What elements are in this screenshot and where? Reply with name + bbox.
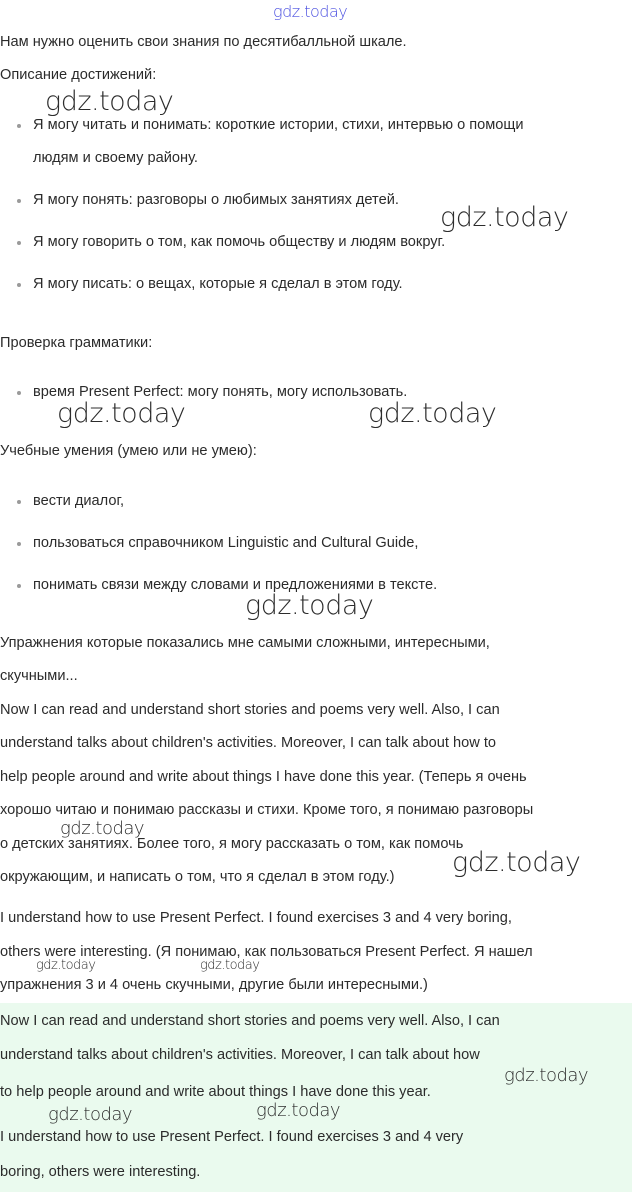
watermark: gdz.today — [200, 958, 260, 973]
answer1-line: help people around and write about things I have done this year. (Теперь я очень — [0, 769, 527, 785]
answer2-line: упражнения 3 и 4 очень скучными, другие были интересными.) — [0, 977, 428, 993]
achievements-list-cont — [0, 268, 630, 302]
final-answer-line: to help people around and write about things I have done this year. — [0, 1084, 431, 1100]
list-item: время Present Perfect: могу понять, могу использовать. — [0, 376, 630, 410]
final-answer-line: boring, others were interesting. — [0, 1164, 201, 1180]
exercises-line: скучными... — [0, 668, 78, 684]
watermark: gdz.today — [368, 398, 497, 429]
watermark: gdz.today — [256, 1100, 341, 1121]
answer1-line: understand talks about children's activities. Moreover, I can talk about how to — [0, 735, 497, 751]
list-item: Я могу говорить о том, как помочь обществу и людям вокруг. — [0, 226, 630, 260]
answer2-line: others were interesting. (Я понимаю, как пользоваться Present Perfect. Я нашел — [0, 944, 533, 960]
watermark: gdz.today — [36, 958, 96, 973]
watermark: gdz.today — [452, 847, 581, 878]
watermark: gdz.today — [48, 1104, 133, 1125]
achievements-heading: Описание достижений: — [0, 67, 157, 83]
final-answer-line: understand talks about children's activities. Moreover, I can talk about how — [0, 1047, 480, 1063]
watermark: gdz.today — [60, 818, 145, 839]
list-item: вести диалог, — [0, 485, 630, 519]
watermark: gdz.today — [245, 590, 374, 621]
list-item: Я могу писать: о вещах, которые я сделал в этом году. — [0, 268, 630, 302]
skills-heading: Учебные умения (умею или не умею): — [0, 443, 257, 459]
answer1-line: окружающим, и написать о том, что я сделал в этом году.) — [0, 869, 395, 885]
answer1-line: хорошо читаю и понимаю рассказы и стихи. Кроме того, я понимаю разговоры — [0, 802, 534, 818]
intro-text: Нам нужно оценить свои знания по десятибалльной шкале. — [0, 34, 407, 50]
grammar-heading: Проверка грамматики: — [0, 335, 153, 351]
final-answer-line: Now I can read and understand short stories and poems very well. Also, I can — [0, 1013, 500, 1029]
watermark: gdz.today — [45, 86, 174, 117]
watermark: gdz.today — [440, 202, 569, 233]
list-item-continuation: людям и своему району. — [33, 150, 198, 166]
skills-list-cont — [0, 527, 630, 561]
watermark: gdz.today — [504, 1065, 589, 1086]
answer2-line: I understand how to use Present Perfect. I found exercises 3 and 4 very boring, — [0, 910, 512, 926]
watermark: gdz.today — [57, 398, 186, 429]
skills-list — [0, 485, 630, 519]
list-item: понимать связи между словами и предложениями в тексте. — [0, 569, 630, 603]
list-item: Я могу понять: разговоры о любимых занятиях детей. — [0, 184, 630, 218]
exercises-line: Упражнения которые показались мне самыми сложными, интересными, — [0, 635, 490, 651]
final-answer-line: I understand how to use Present Perfect. I found exercises 3 and 4 very — [0, 1129, 464, 1145]
answer1-line: о детских занятиях. Более того, я могу рассказать о том, как помочь — [0, 836, 464, 852]
list-item: Я могу читать и понимать: короткие истории, стихи, интервью о помощи — [0, 109, 630, 143]
list-item: пользоваться справочником Linguistic and Cultural Guide, — [0, 527, 630, 561]
header-watermark: gdz.today — [273, 2, 348, 21]
answer1-line: Now I can read and understand short stories and poems very well. Also, I can — [0, 702, 500, 718]
